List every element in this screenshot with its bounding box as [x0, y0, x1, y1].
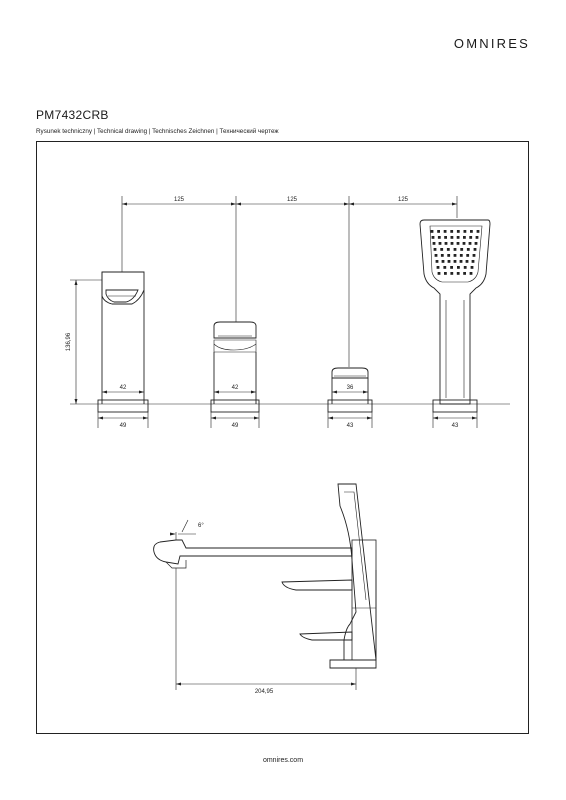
nozzle-dot: [444, 230, 447, 233]
nozzle-dot: [464, 230, 467, 233]
base-width-label-4: 43: [451, 423, 459, 429]
nozzle-dot: [451, 236, 454, 239]
nozzle-dot: [440, 248, 443, 251]
nozzle-dot: [444, 272, 447, 275]
nozzle-dot: [454, 248, 457, 251]
nozzle-dot: [470, 272, 473, 275]
shower-nozzle-grid: [431, 230, 480, 275]
nozzle-dot: [438, 272, 441, 275]
nozzle-dot: [451, 242, 454, 245]
nozzle-dot: [450, 230, 453, 233]
nozzle-dot: [445, 242, 448, 245]
nozzle-dot: [460, 254, 463, 257]
nozzle-dot: [467, 248, 470, 251]
nozzle-dot: [476, 236, 479, 239]
nozzle-dot: [454, 260, 457, 263]
nozzle-dot: [454, 254, 457, 257]
nozzle-dot: [447, 248, 450, 251]
nozzle-dot: [463, 236, 466, 239]
spacing-label-2: 125: [286, 197, 298, 203]
nozzle-dot: [477, 230, 480, 233]
nozzle-dot: [437, 230, 440, 233]
nozzle-dot: [436, 260, 439, 263]
nozzle-dot: [466, 254, 469, 257]
nozzle-dot: [437, 266, 440, 269]
upper-width-label-3: 36: [346, 385, 354, 391]
nozzle-dot: [463, 242, 466, 245]
nozzle-dot: [472, 260, 475, 263]
nozzle-dot: [469, 242, 472, 245]
footer-website: omnires.com: [262, 757, 304, 764]
nozzle-dot: [457, 272, 460, 275]
nozzle-dot: [469, 236, 472, 239]
nozzle-dot: [473, 254, 476, 257]
nozzle-dot: [463, 272, 466, 275]
spacing-label-1: 125: [173, 197, 185, 203]
nozzle-dot: [460, 248, 463, 251]
nozzle-dot: [464, 266, 467, 269]
nozzle-dot: [457, 242, 460, 245]
nozzle-dot: [457, 266, 460, 269]
nozzle-dot: [475, 242, 478, 245]
brand-logo: OMNIRES: [453, 36, 530, 51]
nozzle-dot: [447, 254, 450, 257]
product-code: PM7432CRB: [36, 108, 109, 122]
upper-width-label-2: 42: [231, 385, 239, 391]
nozzle-dot: [457, 230, 460, 233]
nozzle-dot: [433, 242, 436, 245]
nozzle-dot: [474, 248, 477, 251]
nozzle-dot: [435, 254, 438, 257]
nozzle-dot: [450, 266, 453, 269]
nozzle-dot: [471, 266, 474, 269]
nozzle-dot: [434, 248, 437, 251]
nozzle-dot: [466, 260, 469, 263]
nozzle-dot: [443, 266, 446, 269]
reach-label: 204,95: [254, 689, 274, 695]
nozzle-dot: [457, 236, 460, 239]
nozzle-dot: [431, 230, 434, 233]
nozzle-dot: [441, 254, 444, 257]
spacing-label-3: 125: [397, 197, 409, 203]
upper-width-label-1: 42: [119, 385, 127, 391]
nozzle-dot: [439, 242, 442, 245]
nozzle-dot: [444, 236, 447, 239]
height-label: 136,96: [66, 332, 72, 352]
nozzle-dot: [448, 260, 451, 263]
nozzle-dot: [442, 260, 445, 263]
nozzle-dot: [432, 236, 435, 239]
nozzle-dot: [438, 236, 441, 239]
angle-label: 6°: [198, 523, 204, 529]
base-width-label-2: 49: [231, 423, 239, 429]
drawing-subtitle: Rysunek techniczny | Technical drawing | Technisches Zeichnen | Технический чертеж: [36, 128, 279, 135]
nozzle-dot: [460, 260, 463, 263]
nozzle-dot: [470, 230, 473, 233]
base-width-label-1: 49: [119, 423, 127, 429]
nozzle-dot: [450, 272, 453, 275]
base-width-label-3: 43: [346, 423, 354, 429]
